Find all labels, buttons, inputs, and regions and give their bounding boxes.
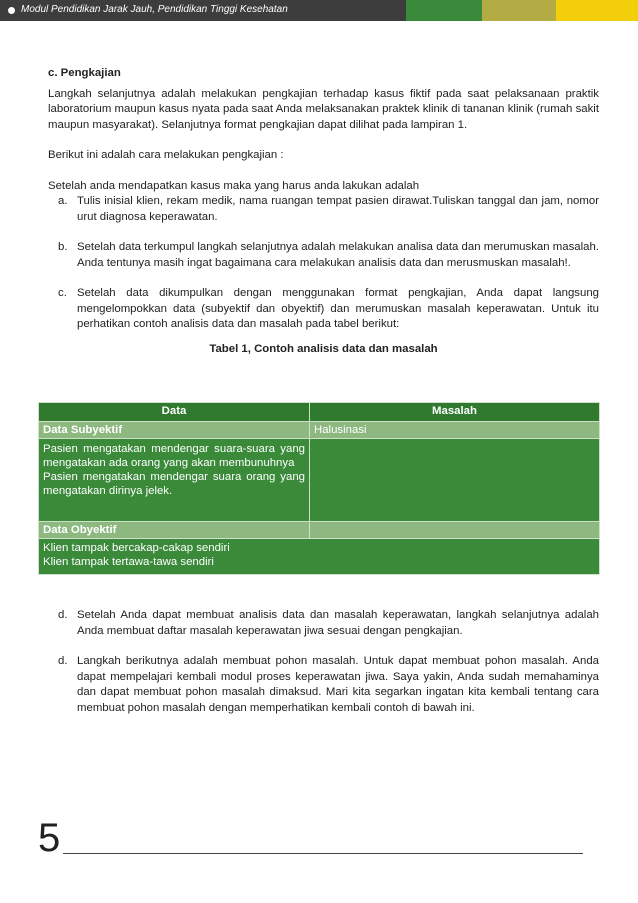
list-item (48, 608, 599, 639)
page-number: 5 (38, 816, 61, 860)
list-item-label: b. (58, 241, 68, 253)
list-item (48, 240, 599, 271)
list-item (48, 654, 599, 716)
table-header-data: Data (39, 403, 310, 422)
content-after-table (48, 608, 599, 716)
objective-line: Klien tampak tertawa-tawa sendiri (43, 556, 214, 568)
paragraph-method: Berikut ini adalah cara melakukan pengkajian : (48, 149, 284, 161)
paragraph-intro: Langkah selanjutnya adalah melakukan pengkajian terhadap kasus fiktif pada saat pelaksanaan praktik laboratorium maupun kasus nyata pada saat Anda melaksanakan praktek klinik di tananan klinik (rumah sakit maupun masyarakat). Selanjutnya format pengkajian dapat dilihat pada lampiran 1. (48, 87, 599, 131)
table-header-row (39, 403, 600, 422)
header-color-block-olive (482, 0, 556, 21)
table-row (39, 539, 600, 575)
subjective-line: Pasien mengatakan mendengar suara orang yang mengatakan dirinya jelek. (43, 471, 305, 497)
data-analysis-table (38, 402, 600, 575)
list-item-text: Tulis inisial klien, rekam medik, nama ruangan tempat pasien dirawat.Tuliskan tanggal dan jam, nomor urut diagnosa keperawatan. (77, 195, 599, 223)
subjective-label: Data Subyektif (39, 422, 310, 439)
header-title-block (0, 0, 406, 21)
list-item-label: d. (58, 609, 68, 621)
objective-data-cell (39, 539, 600, 575)
header-bar (0, 0, 638, 21)
list-item-text: Setelah data terkumpul langkah selanjutnya adalah melakukan analisa data dan merumuskan masalah. Anda tentunya masih ingat bagaimana cara melakukan analisis data dan merusmuskan masalah!. (77, 241, 599, 269)
footer-divider (63, 853, 583, 854)
header-color-block-yellow (556, 0, 638, 21)
table-row (39, 522, 600, 539)
list-item-text: Langkah berikutnya adalah membuat pohon masalah. Untuk dapat membuat pohon masalah. Anda dapat mempelajari kembali modul proses keperawatan jiwa. Saya yakin, Anda sudah memahaminya dan dapat membuat pohon masalah dimaksud. Mari kita segarkan ingatan kita kembali tentang cara membuat pohon masalah dengan memperhatikan kembali contoh di bawah ini. (77, 655, 599, 714)
section-title: c. Pengkajian (48, 67, 121, 79)
problem-cell: Halusinasi (310, 422, 600, 439)
empty-problem-cell (310, 522, 600, 539)
main-content (48, 66, 599, 361)
list-item-label: a. (58, 195, 68, 207)
header-title: Modul Pendidikan Jarak Jauh, Pendidikan Tinggi Kesehatan (21, 4, 288, 15)
table-caption: Tabel 1, Contoh analisis data dan masalah (209, 342, 438, 355)
list-item-label: c. (58, 287, 67, 299)
list-item-label: d. (58, 655, 68, 667)
table-row (39, 439, 600, 522)
list-item-text: Setelah Anda dapat membuat analisis data dan masalah keperawatan, langkah selanjutnya adalah Anda membuat daftar masalah keperawatan jiwa sesuai dengan pengkajian. (77, 609, 599, 637)
bullet-icon (8, 7, 15, 14)
paragraph-steps-intro: Setelah anda mendapatkan kasus maka yang harus anda lakukan adalah (48, 179, 420, 192)
header-color-block-green (406, 0, 482, 21)
table-row (39, 422, 600, 439)
subjective-data-cell (39, 439, 310, 522)
subjective-line: Pasien mengatakan mendengar suara-suara yang mengatakan ada orang yang akan membunuhnya (43, 443, 305, 469)
table-header-problem: Masalah (310, 403, 600, 422)
objective-line: Klien tampak bercakap-cakap sendiri (43, 542, 230, 554)
empty-problem-cell (310, 439, 600, 522)
objective-label: Data Obyektif (39, 522, 310, 539)
list-item-text: Setelah data dikumpulkan dengan menggunakan format pengkajian, Anda dapat langsung mengelompokkan data (subyektif dan obyektif) dan merumuskan masalah keperawatan. Untuk itu perhatikan contoh analisis data dan masalah pada tabel berikut: (77, 287, 599, 330)
list-item (48, 286, 599, 333)
list-item (48, 194, 599, 225)
